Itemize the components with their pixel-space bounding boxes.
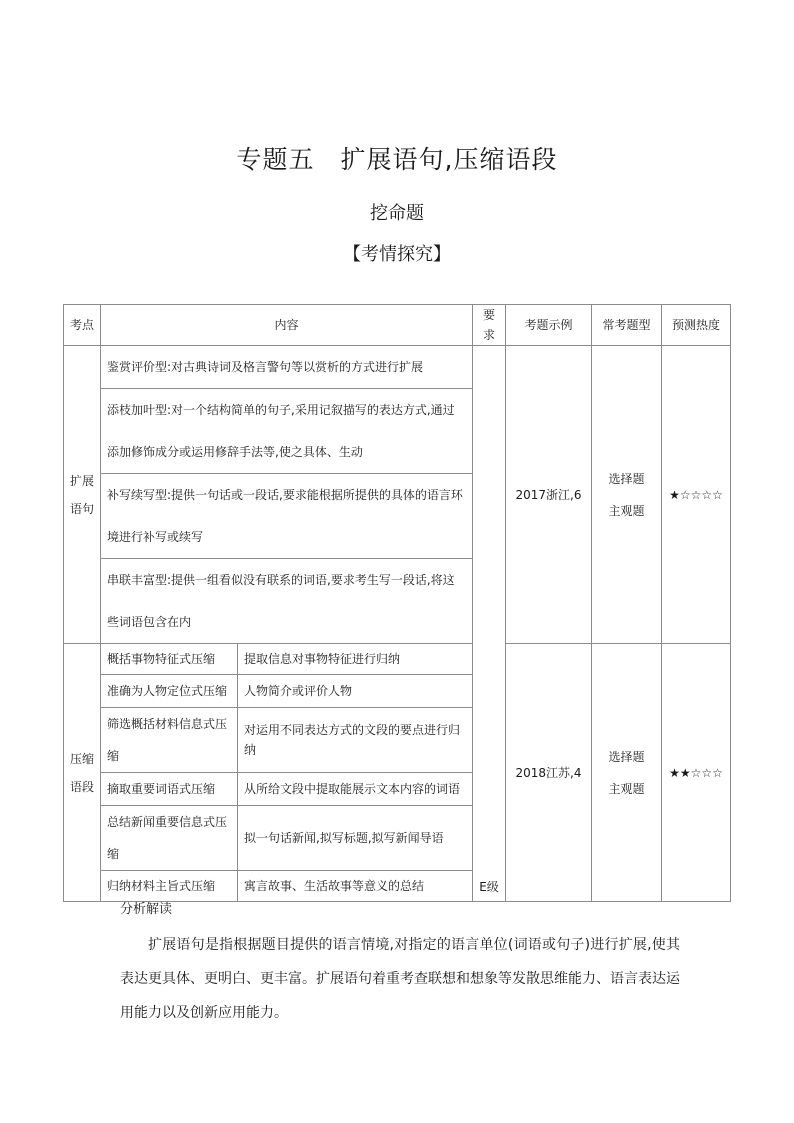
header-cell: 预测热度 — [662, 305, 731, 346]
subtitle: 挖命题 — [370, 203, 424, 224]
table-row — [64, 346, 731, 389]
compress-desc-cell: 拟一句话新闻,拟写标题,拟写新闻导语 — [238, 806, 473, 871]
compress-point-cell: 压缩 语段 — [64, 644, 101, 902]
page-title: 专题五 扩展语句,压缩语段 — [236, 145, 558, 174]
expand-content-cell: 串联丰富型:提供一组看似没有联系的词语,要求考生写一段话,将这些词语包含在内 — [101, 559, 473, 644]
analysis-paragraph: 扩展语句是指根据题目提供的语言情境,对指定的语言单位(词语或句子)进行扩展,使其表达更具体、更明白、更丰富。扩展语句着重考查联想和想象等发散思维能力、语言表达运用能力以及创新应用能力。 — [120, 937, 680, 1021]
compress-desc-cell: 提取信息对事物特征进行归纳 — [238, 644, 473, 675]
compress-example-cell: 2018江苏,4 — [506, 644, 592, 902]
expand-example-cell: 2017浙江,6 — [506, 346, 592, 644]
requirement-cell: E级 — [473, 346, 506, 902]
compress-type-cell: 摘取重要词语式压缩 — [101, 773, 238, 806]
expand-content-cell: 鉴赏评价型:对古典诗词及格言警句等以赏析的方式进行扩展 — [101, 346, 473, 389]
compress-type-cell: 总结新闻重要信息式压缩 — [101, 806, 238, 871]
compress-desc-cell: 人物简介或评价人物 — [238, 675, 473, 708]
exam-table — [63, 304, 731, 902]
compress-types-cell: 选择题 主观题 — [592, 644, 662, 902]
expand-types-cell: 选择题 主观题 — [592, 346, 662, 644]
table-row — [64, 644, 731, 675]
compress-type-cell: 归纳材料主旨式压缩 — [101, 871, 238, 902]
compress-desc-cell: 寓言故事、生活故事等意义的总结 — [238, 871, 473, 902]
header-cell: 考题示例 — [506, 305, 592, 346]
expand-content-cell: 补写续写型:提供一句话或一段话,要求能根据所提供的具体的语言环境进行补写或续写 — [101, 474, 473, 559]
expand-point-cell: 扩展 语句 — [64, 346, 101, 644]
section-heading: 【考情探究】 — [343, 244, 451, 265]
compress-type-cell: 筛选概括材料信息式压缩 — [101, 708, 238, 773]
expand-content-cell: 添枝加叶型:对一个结构简单的句子,采用记叙描写的表达方式,通过添加修饰成分或运用修辞手法等,使之具体、生动 — [101, 389, 473, 474]
header-cell: 要求 — [473, 305, 506, 346]
compress-desc-cell: 从所给文段中提取能展示文本内容的词语 — [238, 773, 473, 806]
table-header-row — [64, 305, 731, 346]
compress-heat-cell: ★★☆☆☆ — [662, 644, 731, 902]
expand-heat-cell: ★☆☆☆☆ — [662, 346, 731, 644]
analysis-heading: 分析解读 — [120, 902, 173, 917]
compress-type-cell: 准确为人物定位式压缩 — [101, 675, 238, 708]
compress-desc-cell: 对运用不同表达方式的文段的要点进行归纳 — [238, 708, 473, 773]
header-cell: 考点 — [64, 305, 101, 346]
compress-type-cell: 概括事物特征式压缩 — [101, 644, 238, 675]
header-cell: 常考题型 — [592, 305, 662, 346]
header-cell: 内容 — [101, 305, 473, 346]
